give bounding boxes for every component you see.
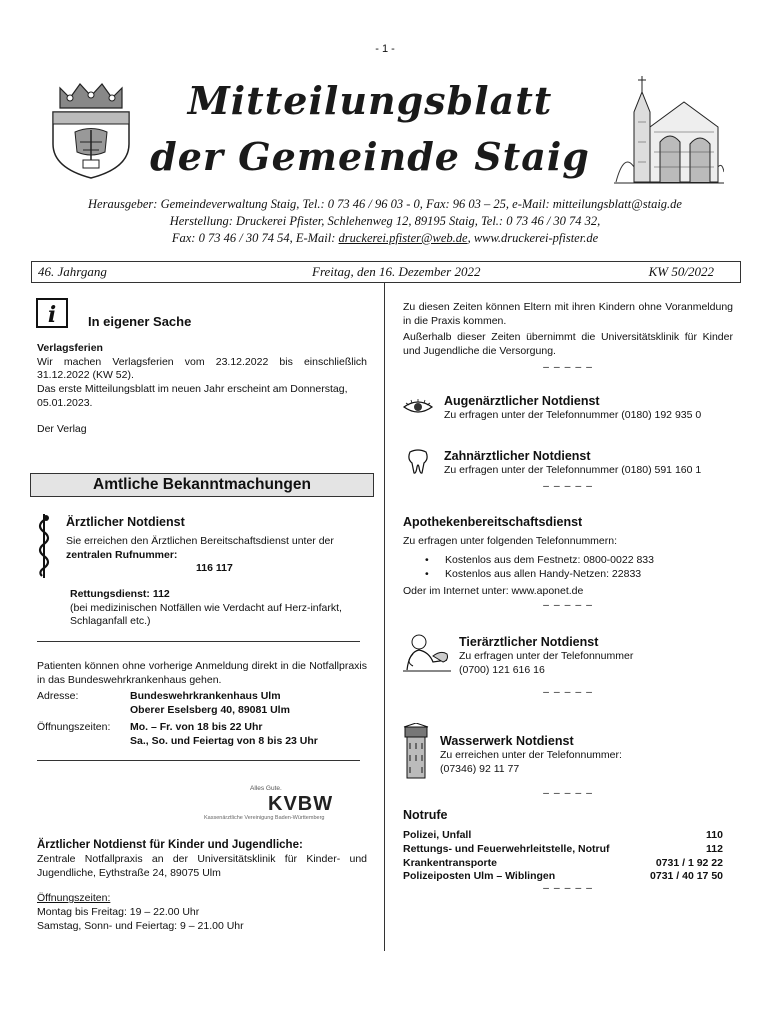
kinder-notdienst-block <box>37 838 367 933</box>
wasser-block <box>440 733 735 777</box>
row-label: Polizei, Unfall <box>403 829 472 842</box>
separator: – – – – – <box>543 480 593 492</box>
row-value: 0731 / 40 17 50 <box>650 870 723 883</box>
praxis-text: Patienten können ohne vorherige Anmeldung direkt in die Notfallpraxis in das Bundeswehrkrankenhaus gehen. <box>37 660 367 686</box>
rettungsdienst-text: (bei medizinischen Notfällen wie Verdacht auf Herz-infarkt, Schlaganfall etc.) <box>70 601 342 628</box>
page-number: - 1 - <box>375 43 395 55</box>
printer-line: Herstellung: Druckerei Pfister, Schlehenweg 12, 89195 Staig, Tel.: 0 73 46 / 30 74 32, <box>169 213 601 228</box>
hours-block <box>130 721 318 748</box>
wasser-title: Wasserwerk Notdienst <box>440 734 574 748</box>
verlagsferien-block <box>37 342 367 437</box>
printer-email-link[interactable]: druckerei.pfister@web.de <box>338 230 468 245</box>
svg-text:i: i <box>47 302 57 328</box>
fax-suffix: , www.druckerei-pfister.de <box>467 230 599 245</box>
tier-block <box>459 634 739 678</box>
kinder-hours-title: Öffnungszeiten: <box>37 892 111 905</box>
verlagsferien-subtitle: Verlagsferien <box>37 342 103 354</box>
kvbw-wordmark: KVBW <box>268 793 334 816</box>
row-value: 112 <box>706 842 723 855</box>
veterinarian-icon <box>403 632 451 672</box>
separator: – – – – – <box>543 787 593 799</box>
publisher-line: Herausgeber: Gemeindeverwaltung Staig, Tel.: 0 73 46 / 96 03 - 0, Fax: 96 03 – 25, e-Mail: mitteilungsblatt@staig.de <box>88 197 682 211</box>
calendar-week: KW 50/2022 <box>648 264 714 279</box>
table-row <box>403 843 723 857</box>
notrufe-table <box>403 829 723 884</box>
tier-title: Tierärztlicher Notdienst <box>459 635 599 649</box>
notdienst-number: 116 117 <box>196 562 233 575</box>
apotheke-block <box>403 514 733 612</box>
kvbw-org: Kassenärztliche Vereinigung Baden-Württemberg <box>204 815 325 822</box>
verlagsferien-text2: Das erste Mitteilungsblatt im neuen Jahr erscheint am Donnerstag, 05.01.2023. <box>37 382 348 409</box>
publisher-info <box>40 196 730 247</box>
verlagsferien-text1: Wir machen Verlagsferien vom 23.12.2022 bis einschließlich 31.12.2022 (KW 52). <box>37 355 367 382</box>
augen-block <box>444 393 744 423</box>
date-bar <box>31 261 741 283</box>
eltern-intro: Zu diesen Zeiten können Eltern mit ihren Kindern ohne Voranmeldung in die Praxis kommen. <box>403 301 733 327</box>
address-name: Bundeswehrkrankenhaus Ulm <box>130 690 281 702</box>
row-label: Polizeiposten Ulm – Wiblingen <box>403 870 556 883</box>
apotheke-intro: Zu erfragen unter folgenden Telefonnummern: <box>403 535 618 548</box>
apotheke-title: Apothekenbereitschaftsdienst <box>403 515 583 529</box>
list-item: • Kostenlos aus allen Handy-Netzen: 22833 <box>403 568 733 582</box>
separator: – – – – – <box>543 598 593 611</box>
notdienst-block <box>66 535 368 576</box>
fax-prefix: Fax: 0 73 46 / 30 74 54, E-Mail: <box>171 230 339 245</box>
hours-label: Öffnungszeiten: <box>37 721 111 733</box>
zahn-text: Zu erfragen unter der Telefonnummer (0180) 591 160 1 <box>444 464 702 477</box>
info-icon <box>36 298 68 328</box>
rettungsdienst-block <box>70 588 360 629</box>
water-tower-icon <box>403 723 429 779</box>
masthead-title-line1: Mitteilungsblatt <box>187 78 553 123</box>
notrufe-title: Notrufe <box>403 808 448 822</box>
eye-icon <box>403 399 433 415</box>
augen-title: Augenärztlicher Notdienst <box>444 394 600 408</box>
aerztlicher-notdienst-title: Ärztlicher Notdienst <box>66 515 185 529</box>
coat-of-arms-icon <box>50 80 132 180</box>
row-label: Rettungs- und Feuerwehrleitstelle, Notruf <box>403 842 610 855</box>
tier-text1: Zu erfragen unter der Telefonnummer <box>459 650 634 663</box>
eigene-sache-title: In eigener Sache <box>88 314 192 329</box>
address-block <box>130 690 290 717</box>
kvbw-tagline: Alles Gute. <box>250 785 282 792</box>
wasser-text1: Zu erreichen unter der Telefonnummer: <box>440 749 622 762</box>
row-value: 110 <box>706 829 723 842</box>
kvbw-logo <box>200 785 368 823</box>
kinder-hours2: Samstag, Sonn- und Feiertag: 9 – 21.00 Uhr <box>37 919 244 932</box>
notrufe-block <box>403 807 723 884</box>
rettungsdienst-title: Rettungsdienst: 112 <box>70 588 170 600</box>
wasser-text2: (07346) 92 11 77 <box>440 762 520 775</box>
address-street: Oberer Eselsberg 40, 89081 Ulm <box>130 703 290 716</box>
hours-weekday: Mo. – Fr. von 18 bis 22 Uhr <box>130 721 263 733</box>
table-row <box>403 857 723 871</box>
separator: – – – – – <box>543 882 593 894</box>
column-divider <box>384 283 385 951</box>
divider-line <box>37 641 360 642</box>
church-illustration-icon <box>614 72 724 184</box>
row-value: 0731 / 1 92 22 <box>655 856 723 869</box>
fax-line <box>40 230 730 247</box>
edition-label: 46. Jahrgang <box>38 264 107 279</box>
kinder-text: Zentrale Notfallpraxis an der Universitätsklinik für Kinder- und Jugendliche, Eythstraße 24, 89075 Ulm <box>37 852 367 879</box>
notdienst-text: Sie erreichen den Ärztlichen Bereitschaftsdienst unter der <box>66 535 334 547</box>
tier-text2: (0700) 121 616 16 <box>459 663 545 676</box>
hours-weekend: Sa., So. und Feiertag von 8 bis 23 Uhr <box>130 734 318 747</box>
versorgung-text: Außerhalb dieser Zeiten übernimmt die Universitätsklinik für Kinder und Jugendliche die Versorgung. <box>403 331 733 357</box>
verlag-signature: Der Verlag <box>37 423 87 436</box>
amtliche-bekanntmachungen-banner: Amtliche Bekanntmachungen <box>30 473 374 497</box>
table-row <box>403 829 723 843</box>
zahn-title: Zahnärztlicher Notdienst <box>444 449 591 463</box>
kinder-title: Ärztlicher Notdienst für Kinder und Jugendliche: <box>37 839 303 851</box>
separator: – – – – – <box>543 361 593 373</box>
masthead-title-line2: der Gemeinde Staig <box>150 134 590 179</box>
kinder-hours1: Montag bis Freitag: 19 – 22.00 Uhr <box>37 905 200 918</box>
apotheke-list <box>403 554 733 581</box>
address-label: Adresse: <box>37 690 79 702</box>
tooth-icon <box>407 449 429 475</box>
row-label: Krankentransporte <box>403 856 497 869</box>
zahn-block <box>444 448 744 478</box>
issue-date: Freitag, den 16. Dezember 2022 <box>312 264 481 279</box>
caduceus-icon <box>34 510 54 580</box>
divider-line <box>37 760 360 761</box>
list-item: • Kostenlos aus dem Festnetz: 0800-0022 833 <box>403 554 733 568</box>
augen-text: Zu erfragen unter der Telefonnummer (0180) 192 935 0 <box>444 409 702 422</box>
notdienst-label: zentralen Rufnummer: <box>66 548 178 561</box>
separator: – – – – – <box>543 686 593 698</box>
apotheke-internet: Oder im Internet unter: www.aponet.de <box>403 585 584 598</box>
